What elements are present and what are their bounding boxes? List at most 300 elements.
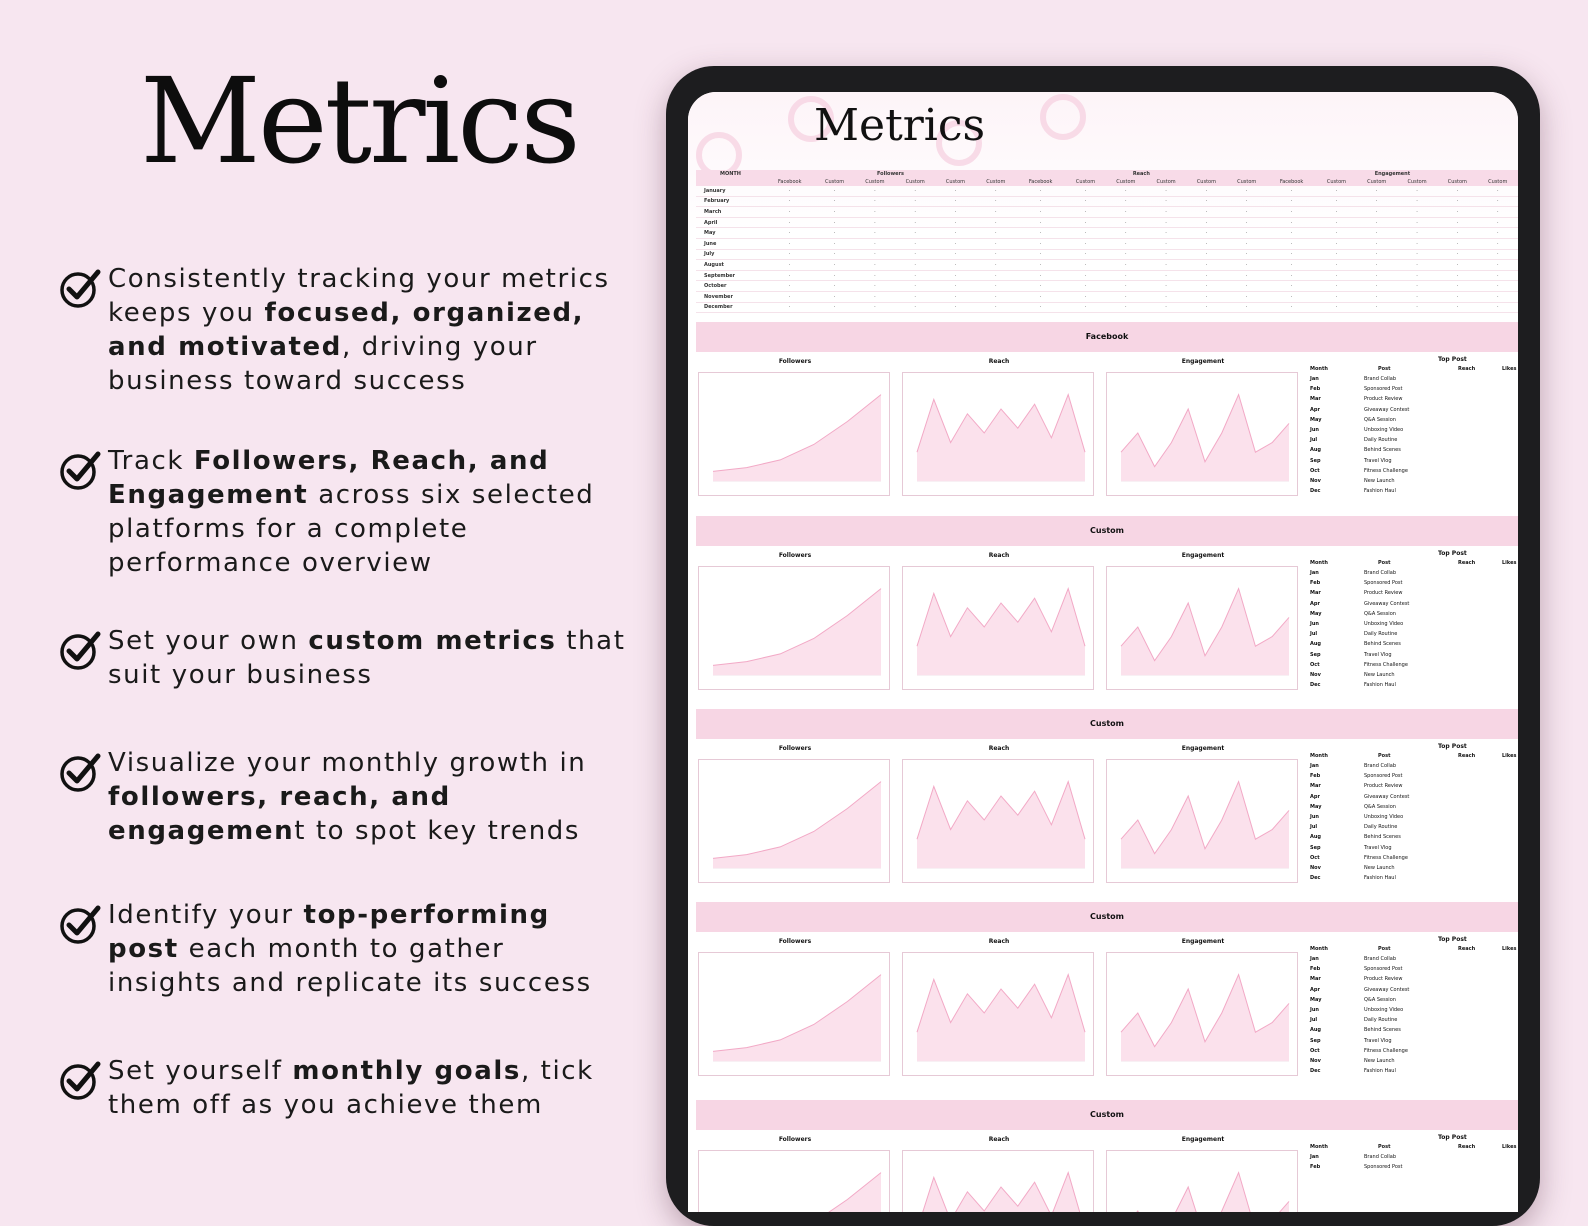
header-reach: Reach bbox=[1458, 560, 1476, 566]
post-month: Nov bbox=[1310, 865, 1321, 871]
check-circle-icon bbox=[58, 902, 102, 946]
feature-bold-text: focused, organized, and motivated bbox=[108, 298, 585, 362]
post-month: Nov bbox=[1310, 1058, 1321, 1064]
column-header: Custom bbox=[895, 178, 935, 186]
chart-area bbox=[713, 589, 881, 675]
metric-chart bbox=[1106, 952, 1298, 1076]
value-cell: · bbox=[1186, 238, 1226, 249]
top-post-row bbox=[1308, 956, 1518, 966]
value-cell: · bbox=[1106, 196, 1146, 207]
value-cell: · bbox=[814, 281, 854, 292]
section-header: Custom bbox=[696, 1100, 1518, 1130]
value-cell: · bbox=[1065, 260, 1105, 271]
header-likes: Likes bbox=[1502, 366, 1517, 372]
value-cell: · bbox=[1065, 196, 1105, 207]
chart-title: Engagement bbox=[1181, 552, 1225, 559]
post-name: Giveaway Contest bbox=[1364, 793, 1410, 800]
value-cell: · bbox=[1267, 228, 1316, 239]
chart-line bbox=[1121, 1173, 1289, 1212]
top-post-row bbox=[1308, 407, 1518, 417]
top-post-title: Top Post bbox=[1438, 550, 1467, 557]
value-cell: · bbox=[1316, 186, 1356, 196]
check-circle-icon bbox=[58, 266, 102, 310]
value-cell: · bbox=[1106, 207, 1146, 218]
value-cell: · bbox=[1437, 196, 1477, 207]
value-cell: · bbox=[1065, 228, 1105, 239]
top-post-row bbox=[1308, 865, 1518, 875]
chart-area bbox=[917, 395, 1085, 481]
top-post-row bbox=[1308, 662, 1518, 672]
value-cell: · bbox=[855, 249, 895, 260]
metric-chart bbox=[1106, 1150, 1298, 1212]
value-cell: · bbox=[976, 291, 1016, 302]
feature-plain-text: Set your own bbox=[108, 626, 309, 656]
line-chart bbox=[1107, 953, 1297, 1075]
column-header: Custom bbox=[1357, 178, 1397, 186]
chart-area bbox=[1121, 1173, 1289, 1212]
top-post-header bbox=[1308, 753, 1518, 763]
value-cell: · bbox=[765, 228, 814, 239]
table-row bbox=[696, 186, 1518, 196]
value-cell: · bbox=[1146, 270, 1186, 281]
value-cell: · bbox=[1437, 238, 1477, 249]
value-cell: · bbox=[976, 302, 1016, 313]
table-row bbox=[696, 217, 1518, 228]
value-cell: · bbox=[1065, 291, 1105, 302]
post-name: Fitness Challenge bbox=[1364, 661, 1408, 668]
value-cell: · bbox=[814, 260, 854, 271]
value-cell: · bbox=[1186, 270, 1226, 281]
value-cell: · bbox=[1397, 186, 1437, 196]
post-name: Brand Collab bbox=[1364, 570, 1397, 576]
chart-title: Engagement bbox=[1181, 745, 1225, 752]
top-post-row bbox=[1308, 1154, 1518, 1164]
value-cell: · bbox=[976, 270, 1016, 281]
top-post-row bbox=[1308, 824, 1518, 834]
value-cell: · bbox=[935, 196, 975, 207]
post-name: Unboxing Video bbox=[1364, 814, 1404, 820]
value-cell: · bbox=[935, 291, 975, 302]
post-month: Aug bbox=[1310, 641, 1322, 648]
value-cell: · bbox=[1227, 281, 1267, 292]
post-month: Feb bbox=[1310, 1164, 1321, 1171]
metric-chart bbox=[698, 952, 890, 1076]
post-month: Aug bbox=[1310, 447, 1322, 454]
value-cell: · bbox=[1357, 238, 1397, 249]
column-header: Facebook bbox=[1267, 178, 1316, 186]
header-likes: Likes bbox=[1502, 946, 1517, 952]
value-cell: · bbox=[1227, 238, 1267, 249]
post-name: Behind Scenes bbox=[1364, 834, 1401, 841]
value-cell: · bbox=[1477, 228, 1518, 239]
feature-bold-text: monthly goals bbox=[292, 1056, 521, 1086]
post-name: Brand Collab bbox=[1364, 956, 1397, 962]
top-post-row bbox=[1308, 478, 1518, 488]
value-cell: · bbox=[1016, 270, 1065, 281]
value-cell: · bbox=[1397, 302, 1437, 313]
month-cell: August bbox=[696, 260, 765, 271]
value-cell: · bbox=[1106, 249, 1146, 260]
metric-chart bbox=[698, 372, 890, 496]
value-cell: · bbox=[765, 281, 814, 292]
metric-chart bbox=[698, 566, 890, 690]
feature-bold-text: Followers, Reach, and Engagement bbox=[108, 446, 550, 510]
line-chart bbox=[1107, 1151, 1297, 1212]
value-cell: · bbox=[1106, 270, 1146, 281]
value-cell: · bbox=[1397, 270, 1437, 281]
value-cell: · bbox=[895, 186, 935, 196]
chart-title: Reach bbox=[988, 1136, 1010, 1143]
platform-section bbox=[696, 1100, 1518, 1212]
value-cell: · bbox=[1106, 228, 1146, 239]
line-chart bbox=[903, 953, 1093, 1075]
value-cell: · bbox=[1316, 270, 1356, 281]
top-post-header bbox=[1308, 946, 1518, 956]
value-cell: · bbox=[855, 291, 895, 302]
metric-chart bbox=[902, 566, 1094, 690]
feature-plain-text: , tick them off as you achieve them bbox=[108, 1056, 594, 1120]
value-cell: · bbox=[1016, 291, 1065, 302]
top-post-row bbox=[1308, 845, 1518, 855]
top-post-row bbox=[1308, 672, 1518, 682]
value-cell: · bbox=[1186, 291, 1226, 302]
line-chart bbox=[903, 1151, 1093, 1212]
post-name: Sponsored Post bbox=[1364, 773, 1403, 780]
chart-area bbox=[713, 395, 881, 481]
metric-chart bbox=[902, 1150, 1094, 1212]
top-post-row bbox=[1308, 1027, 1518, 1037]
value-cell: · bbox=[1227, 260, 1267, 271]
post-month: Jan bbox=[1310, 1154, 1319, 1160]
value-cell: · bbox=[1186, 207, 1226, 218]
value-cell: · bbox=[1227, 291, 1267, 302]
post-month: Jun bbox=[1310, 1007, 1319, 1013]
value-cell: · bbox=[1437, 217, 1477, 228]
value-cell: · bbox=[765, 217, 814, 228]
post-month: Sep bbox=[1310, 457, 1321, 464]
value-cell: · bbox=[1477, 270, 1518, 281]
value-cell: · bbox=[1477, 281, 1518, 292]
post-name: Behind Scenes bbox=[1364, 641, 1401, 648]
line-chart bbox=[699, 1151, 889, 1212]
value-cell: · bbox=[1227, 228, 1267, 239]
top-post-row bbox=[1308, 458, 1518, 468]
table-row bbox=[696, 281, 1518, 292]
column-header: Custom bbox=[1186, 178, 1226, 186]
chart-title: Engagement bbox=[1181, 1136, 1225, 1143]
value-cell: · bbox=[935, 270, 975, 281]
month-cell: January bbox=[696, 186, 765, 196]
value-cell: · bbox=[765, 207, 814, 218]
value-cell: · bbox=[1016, 196, 1065, 207]
value-cell: · bbox=[1227, 302, 1267, 313]
value-cell: · bbox=[935, 228, 975, 239]
value-cell: · bbox=[976, 207, 1016, 218]
value-cell: · bbox=[1016, 302, 1065, 313]
value-cell: · bbox=[1016, 228, 1065, 239]
value-cell: · bbox=[855, 217, 895, 228]
value-cell: · bbox=[1186, 260, 1226, 271]
value-cell: · bbox=[1477, 291, 1518, 302]
tablet-screen bbox=[688, 92, 1518, 1212]
value-cell: · bbox=[1227, 207, 1267, 218]
table-row bbox=[696, 291, 1518, 302]
top-post-row bbox=[1308, 855, 1518, 865]
table-row bbox=[696, 302, 1518, 313]
platform-section bbox=[696, 322, 1518, 510]
value-cell: · bbox=[1267, 196, 1316, 207]
line-chart bbox=[1107, 567, 1297, 689]
value-cell: · bbox=[1065, 302, 1105, 313]
value-cell: · bbox=[1016, 186, 1065, 196]
value-cell: · bbox=[935, 302, 975, 313]
value-cell: · bbox=[1227, 270, 1267, 281]
value-cell: · bbox=[1477, 207, 1518, 218]
value-cell: · bbox=[1437, 260, 1477, 271]
top-post-row bbox=[1308, 652, 1518, 662]
value-cell: · bbox=[935, 207, 975, 218]
post-name: Product Review bbox=[1364, 976, 1403, 983]
post-month: Feb bbox=[1310, 773, 1321, 780]
feature-plain-text: t to spot key trends bbox=[294, 816, 581, 846]
value-cell: · bbox=[855, 260, 895, 271]
value-cell: · bbox=[935, 217, 975, 228]
value-cell: · bbox=[1186, 186, 1226, 196]
feature-plain-text: across six selected platforms for a complete performance overview bbox=[108, 480, 595, 578]
value-cell: · bbox=[855, 228, 895, 239]
post-name: Sponsored Post bbox=[1364, 1164, 1403, 1171]
top-post-row bbox=[1308, 1007, 1518, 1017]
top-post-row bbox=[1308, 396, 1518, 406]
header-post: Post bbox=[1378, 366, 1391, 372]
feature-plain-text: each month to gather insights and replicate its success bbox=[108, 934, 592, 998]
post-month: Jul bbox=[1310, 1017, 1318, 1024]
value-cell: · bbox=[1146, 196, 1186, 207]
value-cell: · bbox=[1477, 217, 1518, 228]
value-cell: · bbox=[1397, 291, 1437, 302]
value-cell: · bbox=[765, 270, 814, 281]
top-post-header bbox=[1308, 366, 1518, 376]
value-cell: · bbox=[765, 302, 814, 313]
post-name: Q&A Session bbox=[1364, 803, 1396, 810]
post-month: Sep bbox=[1310, 844, 1321, 851]
metric-chart bbox=[698, 1150, 890, 1212]
value-cell: · bbox=[976, 217, 1016, 228]
header-post: Post bbox=[1378, 1144, 1391, 1150]
value-cell: · bbox=[1437, 291, 1477, 302]
feature-text bbox=[108, 898, 628, 1000]
post-month: Jan bbox=[1310, 570, 1319, 576]
value-cell: · bbox=[1357, 249, 1397, 260]
post-month: May bbox=[1310, 610, 1322, 617]
value-cell: · bbox=[976, 186, 1016, 196]
value-cell: · bbox=[1357, 291, 1397, 302]
value-cell: · bbox=[1316, 281, 1356, 292]
value-cell: · bbox=[765, 249, 814, 260]
post-name: Sponsored Post bbox=[1364, 386, 1403, 393]
check-circle-icon bbox=[58, 628, 102, 672]
chart-title: Followers bbox=[778, 1136, 812, 1143]
post-name: Daily Routine bbox=[1364, 824, 1398, 831]
value-cell: · bbox=[895, 207, 935, 218]
header-month: Month bbox=[1310, 1144, 1328, 1150]
value-cell: · bbox=[1397, 238, 1437, 249]
value-cell: · bbox=[1106, 238, 1146, 249]
value-cell: · bbox=[814, 228, 854, 239]
top-post-row bbox=[1308, 417, 1518, 427]
post-name: Brand Collab bbox=[1364, 376, 1397, 382]
value-cell: · bbox=[1267, 291, 1316, 302]
top-post-row bbox=[1308, 386, 1518, 396]
month-cell: March bbox=[696, 207, 765, 218]
value-cell: · bbox=[1065, 186, 1105, 196]
column-header: Custom bbox=[1146, 178, 1186, 186]
post-name: Unboxing Video bbox=[1364, 1007, 1404, 1013]
line-chart bbox=[699, 760, 889, 882]
value-cell: · bbox=[1477, 238, 1518, 249]
value-cell: · bbox=[814, 249, 854, 260]
value-cell: · bbox=[1477, 196, 1518, 207]
top-post-row bbox=[1308, 682, 1518, 692]
post-name: Travel Vlog bbox=[1364, 844, 1392, 851]
metric-chart bbox=[1106, 759, 1298, 883]
sheet-title: Metrics bbox=[814, 100, 986, 151]
value-cell: · bbox=[1267, 302, 1316, 313]
top-post-row bbox=[1308, 1048, 1518, 1058]
value-cell: · bbox=[1065, 217, 1105, 228]
value-cell: · bbox=[1146, 228, 1186, 239]
line-chart bbox=[699, 567, 889, 689]
top-post-row bbox=[1308, 427, 1518, 437]
group-header: Engagement bbox=[1267, 170, 1518, 178]
post-month: Apr bbox=[1310, 986, 1320, 993]
top-post-row bbox=[1308, 783, 1518, 793]
value-cell: · bbox=[1397, 228, 1437, 239]
post-month: Oct bbox=[1310, 467, 1320, 474]
post-name: Fitness Challenge bbox=[1364, 467, 1408, 474]
column-header: Custom bbox=[1316, 178, 1356, 186]
post-month: Jul bbox=[1310, 631, 1318, 638]
post-month: Sep bbox=[1310, 651, 1321, 658]
post-name: Brand Collab bbox=[1364, 763, 1397, 769]
top-post-row bbox=[1308, 987, 1518, 997]
value-cell: · bbox=[1397, 196, 1437, 207]
value-cell: · bbox=[976, 228, 1016, 239]
value-cell: · bbox=[855, 186, 895, 196]
value-cell: · bbox=[1316, 238, 1356, 249]
top-post-row bbox=[1308, 794, 1518, 804]
chart-title: Followers bbox=[778, 938, 812, 945]
feature-bold-text: top-performing post bbox=[108, 900, 550, 964]
post-name: Travel Vlog bbox=[1364, 651, 1392, 658]
value-cell: · bbox=[1146, 238, 1186, 249]
chart-area bbox=[917, 1173, 1085, 1212]
post-month: Dec bbox=[1310, 1068, 1321, 1075]
table-row bbox=[696, 249, 1518, 260]
line-chart bbox=[903, 567, 1093, 689]
value-cell: · bbox=[1106, 217, 1146, 228]
metric-chart bbox=[902, 372, 1094, 496]
post-month: Jun bbox=[1310, 427, 1319, 433]
value-cell: · bbox=[1016, 217, 1065, 228]
value-cell: · bbox=[976, 260, 1016, 271]
post-month: May bbox=[1310, 416, 1322, 423]
value-cell: · bbox=[855, 238, 895, 249]
post-name: Product Review bbox=[1364, 396, 1403, 403]
chart-area bbox=[1121, 589, 1289, 675]
value-cell: · bbox=[976, 196, 1016, 207]
value-cell: · bbox=[1316, 249, 1356, 260]
top-post-row bbox=[1308, 611, 1518, 621]
header-likes: Likes bbox=[1502, 753, 1517, 759]
feature-plain-text: Track bbox=[108, 446, 194, 476]
post-name: Product Review bbox=[1364, 783, 1403, 790]
chart-area bbox=[1121, 782, 1289, 868]
top-post-row bbox=[1308, 997, 1518, 1007]
post-name: Behind Scenes bbox=[1364, 1027, 1401, 1034]
chart-title: Engagement bbox=[1181, 938, 1225, 945]
value-cell: · bbox=[814, 270, 854, 281]
chart-title: Followers bbox=[778, 552, 812, 559]
post-month: Mar bbox=[1310, 396, 1321, 403]
value-cell: · bbox=[1357, 228, 1397, 239]
post-month: Apr bbox=[1310, 600, 1320, 607]
top-post-row bbox=[1308, 580, 1518, 590]
post-name: Fashion Haul bbox=[1364, 1068, 1396, 1075]
post-month: Jul bbox=[1310, 437, 1318, 444]
value-cell: · bbox=[1357, 302, 1397, 313]
metric-chart bbox=[1106, 566, 1298, 690]
post-month: May bbox=[1310, 803, 1322, 810]
value-cell: · bbox=[855, 281, 895, 292]
value-cell: · bbox=[935, 238, 975, 249]
column-header: Custom bbox=[976, 178, 1016, 186]
value-cell: · bbox=[1106, 302, 1146, 313]
value-cell: · bbox=[935, 281, 975, 292]
post-name: Q&A Session bbox=[1364, 416, 1396, 423]
top-post-row bbox=[1308, 641, 1518, 651]
value-cell: · bbox=[935, 260, 975, 271]
value-cell: · bbox=[1146, 217, 1186, 228]
top-post-title: Top Post bbox=[1438, 356, 1467, 363]
value-cell: · bbox=[1437, 249, 1477, 260]
value-cell: · bbox=[1357, 217, 1397, 228]
top-post-row bbox=[1308, 1038, 1518, 1048]
post-month: Feb bbox=[1310, 966, 1321, 973]
top-post-header bbox=[1308, 1144, 1518, 1154]
post-month: Sep bbox=[1310, 1037, 1321, 1044]
value-cell: · bbox=[855, 270, 895, 281]
value-cell: · bbox=[1065, 207, 1105, 218]
value-cell: · bbox=[1267, 207, 1316, 218]
metrics-table bbox=[696, 170, 1518, 313]
value-cell: · bbox=[1267, 186, 1316, 196]
header-post: Post bbox=[1378, 560, 1391, 566]
column-header: Custom bbox=[1477, 178, 1518, 186]
top-post-row bbox=[1308, 875, 1518, 885]
post-month: Dec bbox=[1310, 488, 1321, 495]
top-post-row bbox=[1308, 763, 1518, 773]
chart-area bbox=[713, 975, 881, 1061]
chart-area bbox=[713, 782, 881, 868]
feature-text bbox=[108, 746, 628, 848]
value-cell: · bbox=[1397, 207, 1437, 218]
chart-area bbox=[1121, 395, 1289, 481]
value-cell: · bbox=[1146, 302, 1186, 313]
post-month: Nov bbox=[1310, 672, 1321, 678]
top-post-row bbox=[1308, 590, 1518, 600]
post-name: Product Review bbox=[1364, 590, 1403, 597]
